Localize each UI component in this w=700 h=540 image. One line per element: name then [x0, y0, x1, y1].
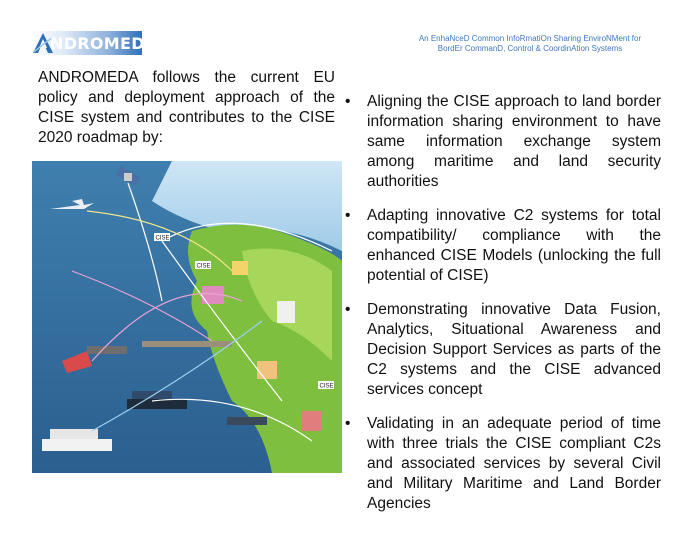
bullet-text-3: Demonstrating innovative Data Fusion, Analytics, Situational Awareness and Decision Support Services as parts of the C2 systems and the CISE advanced services concept — [367, 301, 661, 398]
bullet-symbol: • — [345, 415, 351, 432]
tagline-line-2: BordEr CommanD, Control & CoordinAtion Systems — [437, 44, 623, 53]
bullet-text-4: Validating in an adequate period of time with three trials the CISE compliant C2s and associated services by several Civil and Military Maritime and Land Border Agencies — [367, 415, 661, 512]
building-5 — [257, 361, 277, 379]
ship-hull — [42, 439, 112, 451]
building-4 — [302, 411, 322, 431]
building-3 — [277, 301, 295, 323]
cise-node-label-1: CISE — [155, 235, 170, 242]
patrol-boat-2 — [87, 346, 127, 354]
logo-text: NDROMEDA — [50, 34, 158, 53]
cise-network-illustration — [32, 161, 342, 473]
header-tagline — [400, 34, 660, 54]
cise-node-label-3: CISE — [319, 383, 334, 390]
ship-deck — [50, 429, 98, 439]
cise-node-label-2: CISE — [196, 263, 211, 270]
bullet-symbol: • — [345, 207, 351, 224]
bullet-symbol: • — [345, 301, 351, 318]
building-2 — [232, 261, 248, 275]
bullet-list — [345, 92, 661, 528]
cargo-containers — [132, 391, 172, 399]
intro-paragraph: ANDROMEDA follows the current EU policy and deployment approach of the CISE system and contributes to the CISE 2020 roadmap by: — [38, 69, 335, 146]
coast-pier — [142, 341, 232, 347]
bullet-item-1 — [345, 92, 661, 192]
bullet-text-2: Adapting innovative C2 systems for total compatibility/ compliance with the enhanced CISE Models (unlocking the full potential of CISE) — [367, 207, 661, 284]
patrol-boat — [227, 417, 267, 425]
tagline-line-1: An EnhaNceD Common InfoRmatiOn Sharing EnviroNMent for — [418, 34, 642, 43]
bullet-symbol: • — [345, 93, 351, 110]
bullet-item-3 — [345, 300, 661, 400]
bullet-text-1: Aligning the CISE approach to land border information sharing environment to have same information exchange system among maritime and land security authorities — [367, 93, 661, 190]
bullet-item-4 — [345, 414, 661, 514]
bullet-item-2 — [345, 206, 661, 286]
